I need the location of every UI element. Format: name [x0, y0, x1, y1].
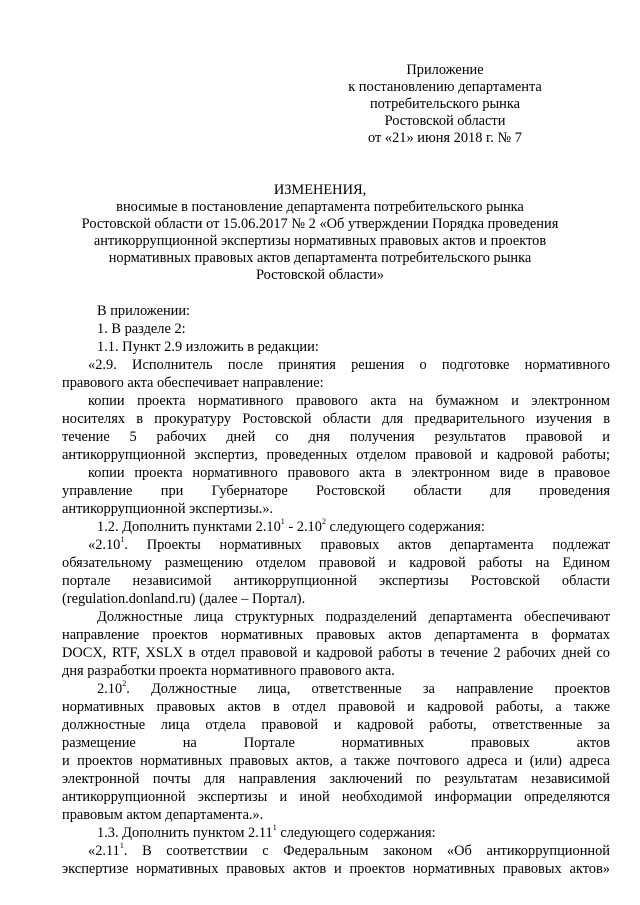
body-line: носителях в прокуратуру Ростовской области для предварительного изучения в — [62, 411, 610, 427]
heading-title: ИЗМЕНЕНИЯ, — [273, 182, 367, 198]
body-line: дня разработки проекта нормативного правового акта. — [62, 663, 395, 679]
body-line: (regulation.donland.ru) (далее – Портал). — [62, 591, 306, 607]
appendix-line-5: от «21» июня 2018 г. № 7 — [367, 130, 523, 146]
body-line: должностные лица отдела правовой и кадровой работы, ответственные за — [62, 717, 610, 733]
body-line: правового акта обеспечивает направление: — [62, 375, 324, 391]
body-line: электронной почты для направления заключений по результатам независимой — [62, 771, 610, 787]
heading-line-4: нормативных правовых актов департамента потребительского рынка — [108, 250, 532, 266]
body-line: обязательному размещению отделом правовой и кадровой работы на Едином — [62, 555, 610, 571]
body-line: В приложении: — [97, 303, 191, 319]
body-line: управление при Губернаторе Ростовской области для проведения — [62, 483, 610, 499]
body-line: размещение на Портале нормативных правовых актов — [62, 735, 610, 751]
body-line: 1.3. Дополнить пунктом 2.11$^1$ следующего содержания: — [97, 823, 436, 841]
appendix-line-4: Ростовской области — [384, 113, 506, 129]
body-line: 1.1. Пункт 2.9 изложить в редакции: — [97, 339, 319, 355]
heading-line-3: антикоррупционной экспертизы нормативных правовых актов и проектов — [93, 233, 547, 249]
body-line: Должностные лица структурных подразделений департамента обеспечивают — [97, 609, 610, 625]
body-line: и проектов нормативных правовых актов, а также почтового адреса и (или) адреса — [62, 753, 610, 769]
body-line: копии проекта нормативного правового акта на бумажном и электронном — [88, 393, 610, 409]
body-line: течение 5 рабочих дней со дня получения результатов правовой и — [62, 429, 610, 445]
appendix-line-2: к постановлению департамента — [348, 79, 542, 95]
heading-line-2: Ростовской области от 15.06.2017 № 2 «Об утверждении Порядка проведения — [81, 216, 559, 232]
body-line: «2.9. Исполнитель после принятия решения о подготовке нормативного — [88, 357, 610, 373]
body-line: «2.10$^1$. Проекты нормативных правовых актов департамента подлежат — [88, 535, 610, 553]
body-line: 1.2. Дополнить пунктами 2.10$^1$ - 2.10$^2$ следующего содержания: — [97, 517, 485, 535]
body-line: правовым актом департамента.». — [62, 807, 264, 823]
body-line: нормативных правовых актов в отдел правовой и кадровой работы, а также — [62, 699, 610, 715]
heading-line-5: Ростовской области» — [255, 267, 385, 283]
body-line: экспертизе нормативных правовых актов и проектов нормативных правовых актов» — [62, 861, 610, 877]
body-line: «2.11$^1$. В соответствии с Федеральным законом «Об антикоррупционной — [88, 841, 610, 859]
body-line: антикоррупционной экспертизы.». — [62, 501, 274, 517]
body-line: 1. В разделе 2: — [97, 321, 186, 337]
body-line: портале независимой антикоррупционной экспертизы Ростовской области — [62, 573, 610, 589]
body-line: копии проекта нормативного правового акта в электронном виде в правовое — [88, 465, 610, 481]
appendix-line-3: потребительского рынка — [369, 96, 521, 112]
body-line: антикоррупционной экспертиз, проведенных отделом правовой и кадровой работы; — [62, 447, 610, 463]
heading-line-1: вносимые в постановление департамента потребительского рынка — [116, 199, 524, 215]
body-line: антикоррупционной экспертизы и иной необходимой информации определяются — [62, 789, 610, 805]
body-line: направление проектов нормативных правовых актов департамента в форматах — [62, 627, 610, 643]
body-line: 2.10$^2$. Должностные лица, ответственные за направление проектов — [97, 679, 610, 697]
body-line: DOCX, RTF, XSLX в отдел правовой и кадровой работы в течение 2 рабочих дней со — [62, 645, 610, 661]
appendix-line-1: Приложение — [406, 62, 484, 78]
